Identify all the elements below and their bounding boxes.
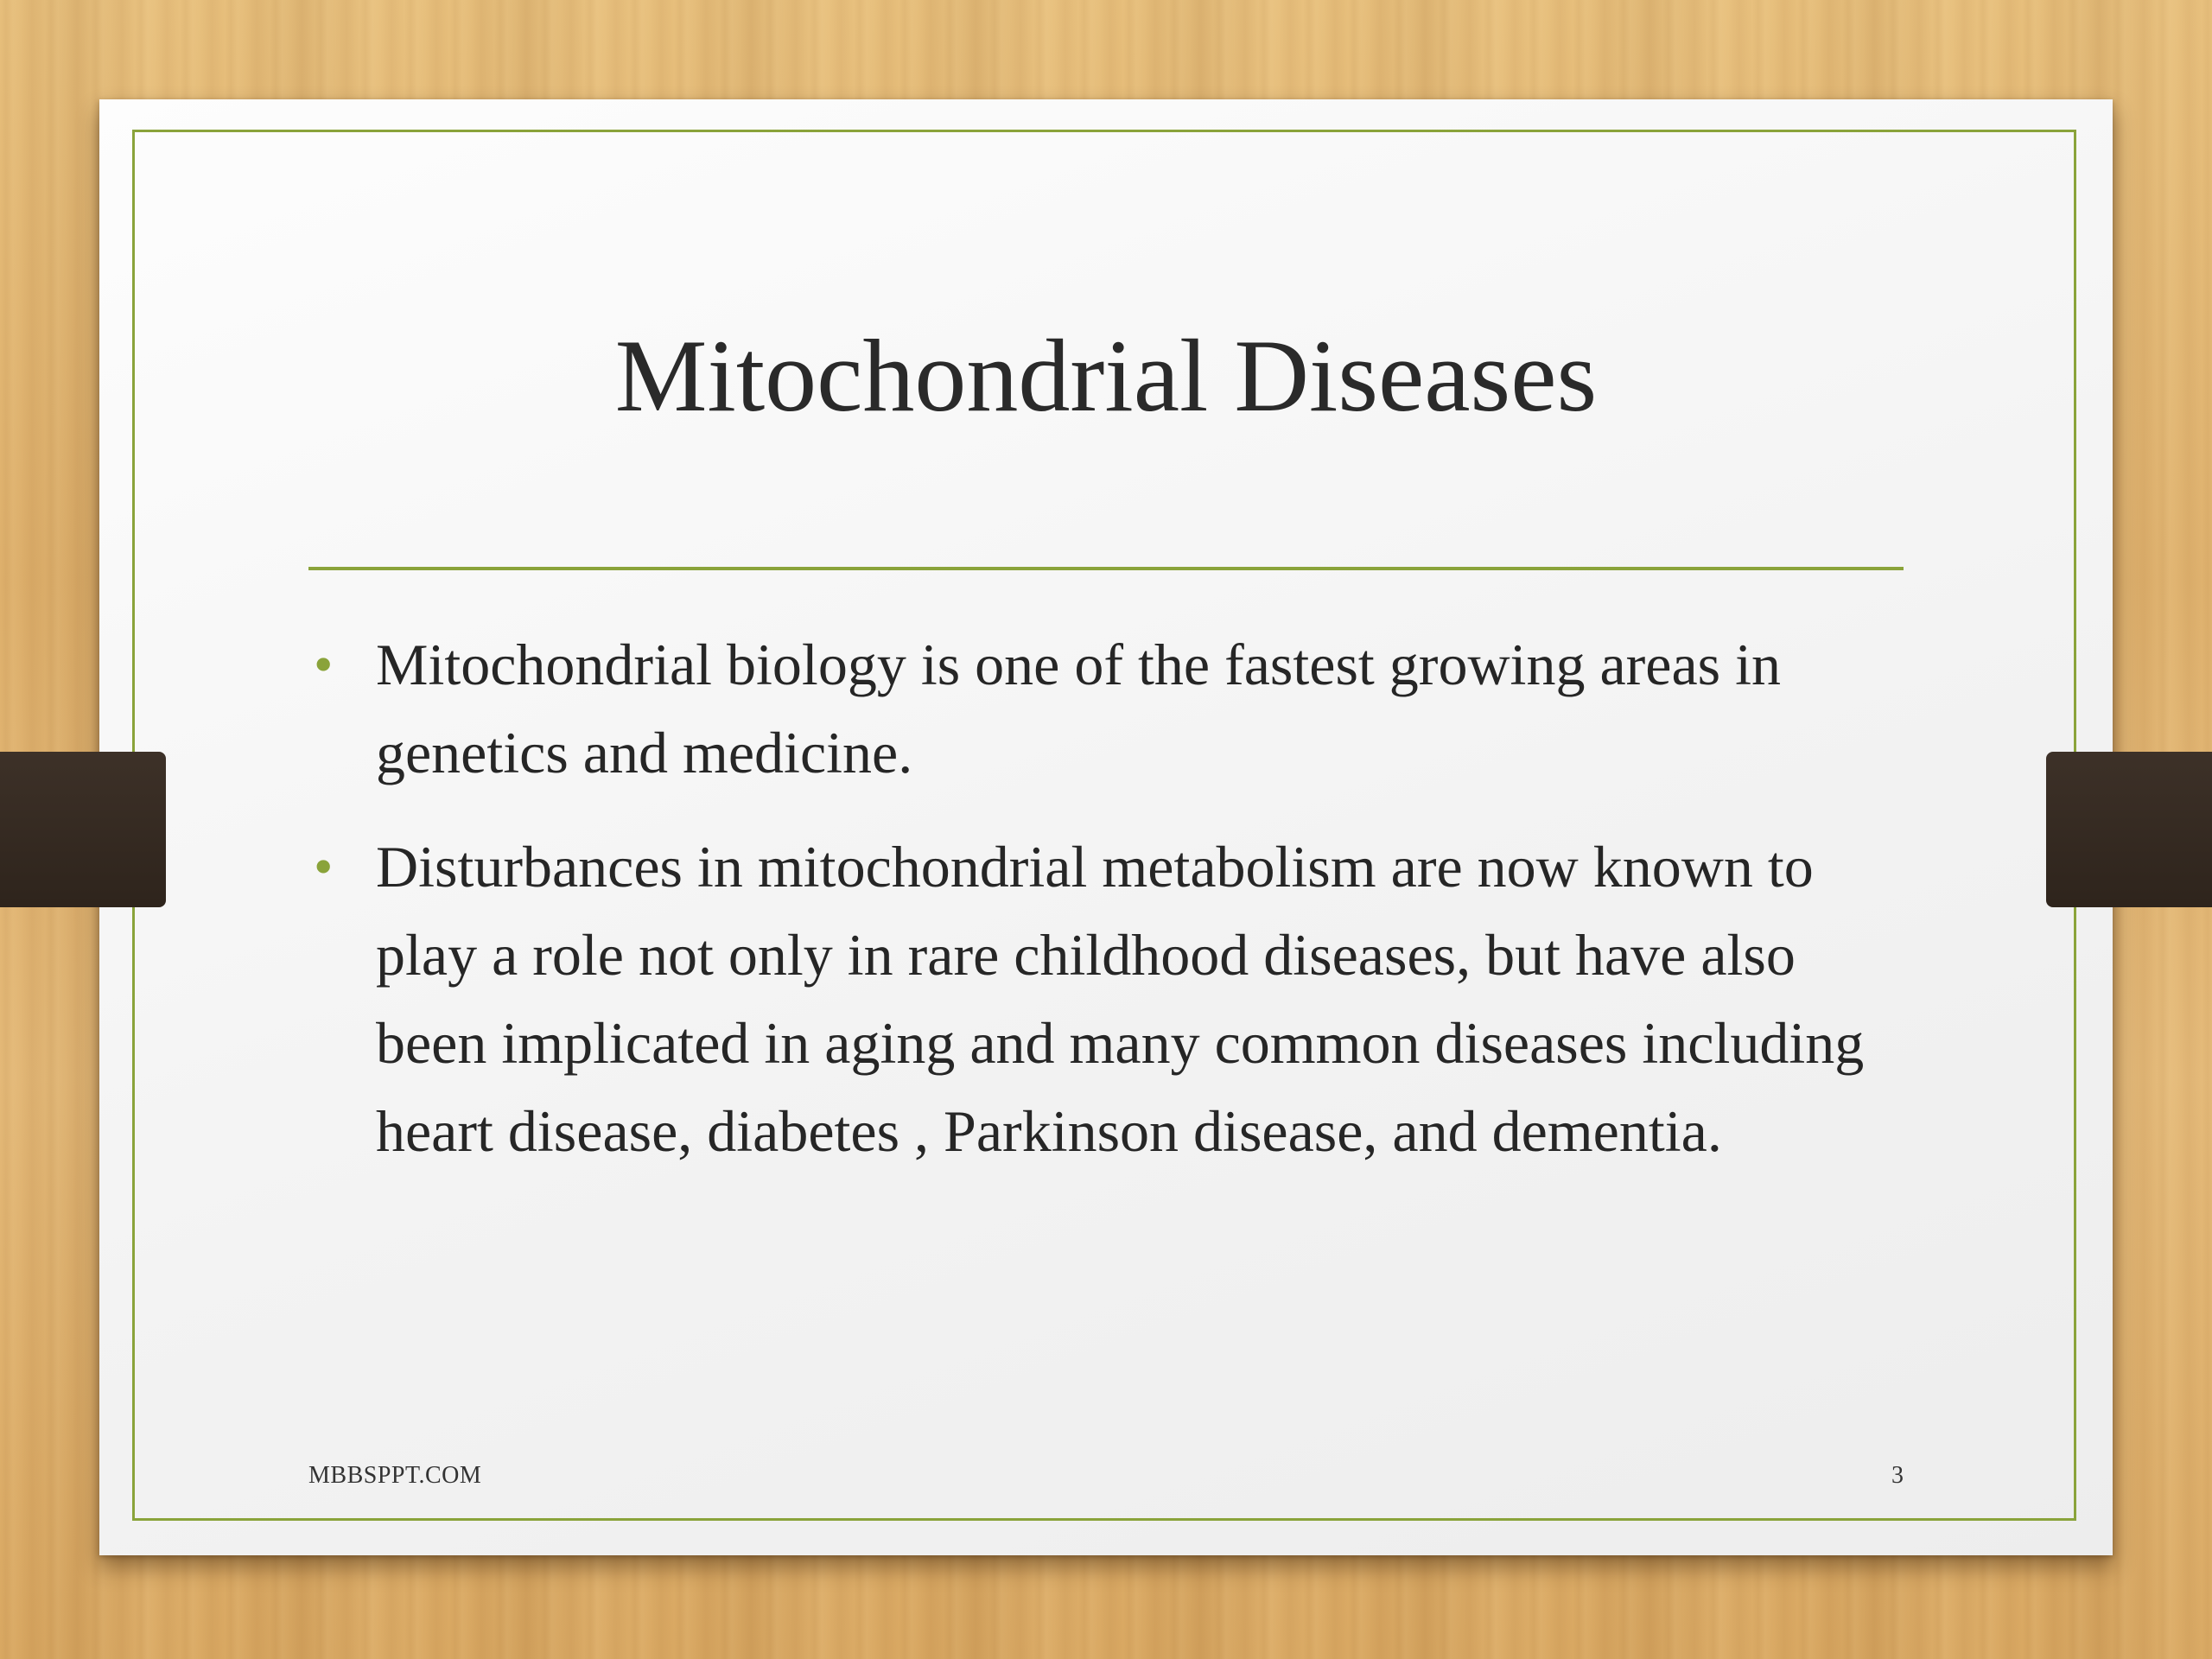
- bullet-item: [308, 823, 1904, 1175]
- binder-clip-right: [2046, 752, 2212, 907]
- bullet-item: [308, 620, 1904, 797]
- bullet-text: Mitochondrial biology is one of the fastest growing areas in genetics and medicine.: [376, 632, 1781, 785]
- slide-title: Mitochondrial Diseases: [614, 318, 1598, 433]
- footer-text: MBBSPPT.COM: [308, 1462, 482, 1489]
- bullet-text: Disturbances in mitochondrial metabolism are now known to play a role not only in rare childhood diseases, but have also been implicated in aging and many common diseases including heart disease, diabetes , Parkinson disease, and dementia.: [376, 834, 1865, 1164]
- bullet-dot-icon: •: [314, 633, 334, 695]
- bullet-dot-icon: •: [314, 836, 334, 897]
- bullet-list: [308, 620, 1904, 1201]
- title-divider: [308, 567, 1904, 570]
- binder-clip-left: [0, 752, 166, 907]
- slide-number: 3: [1891, 1462, 1904, 1489]
